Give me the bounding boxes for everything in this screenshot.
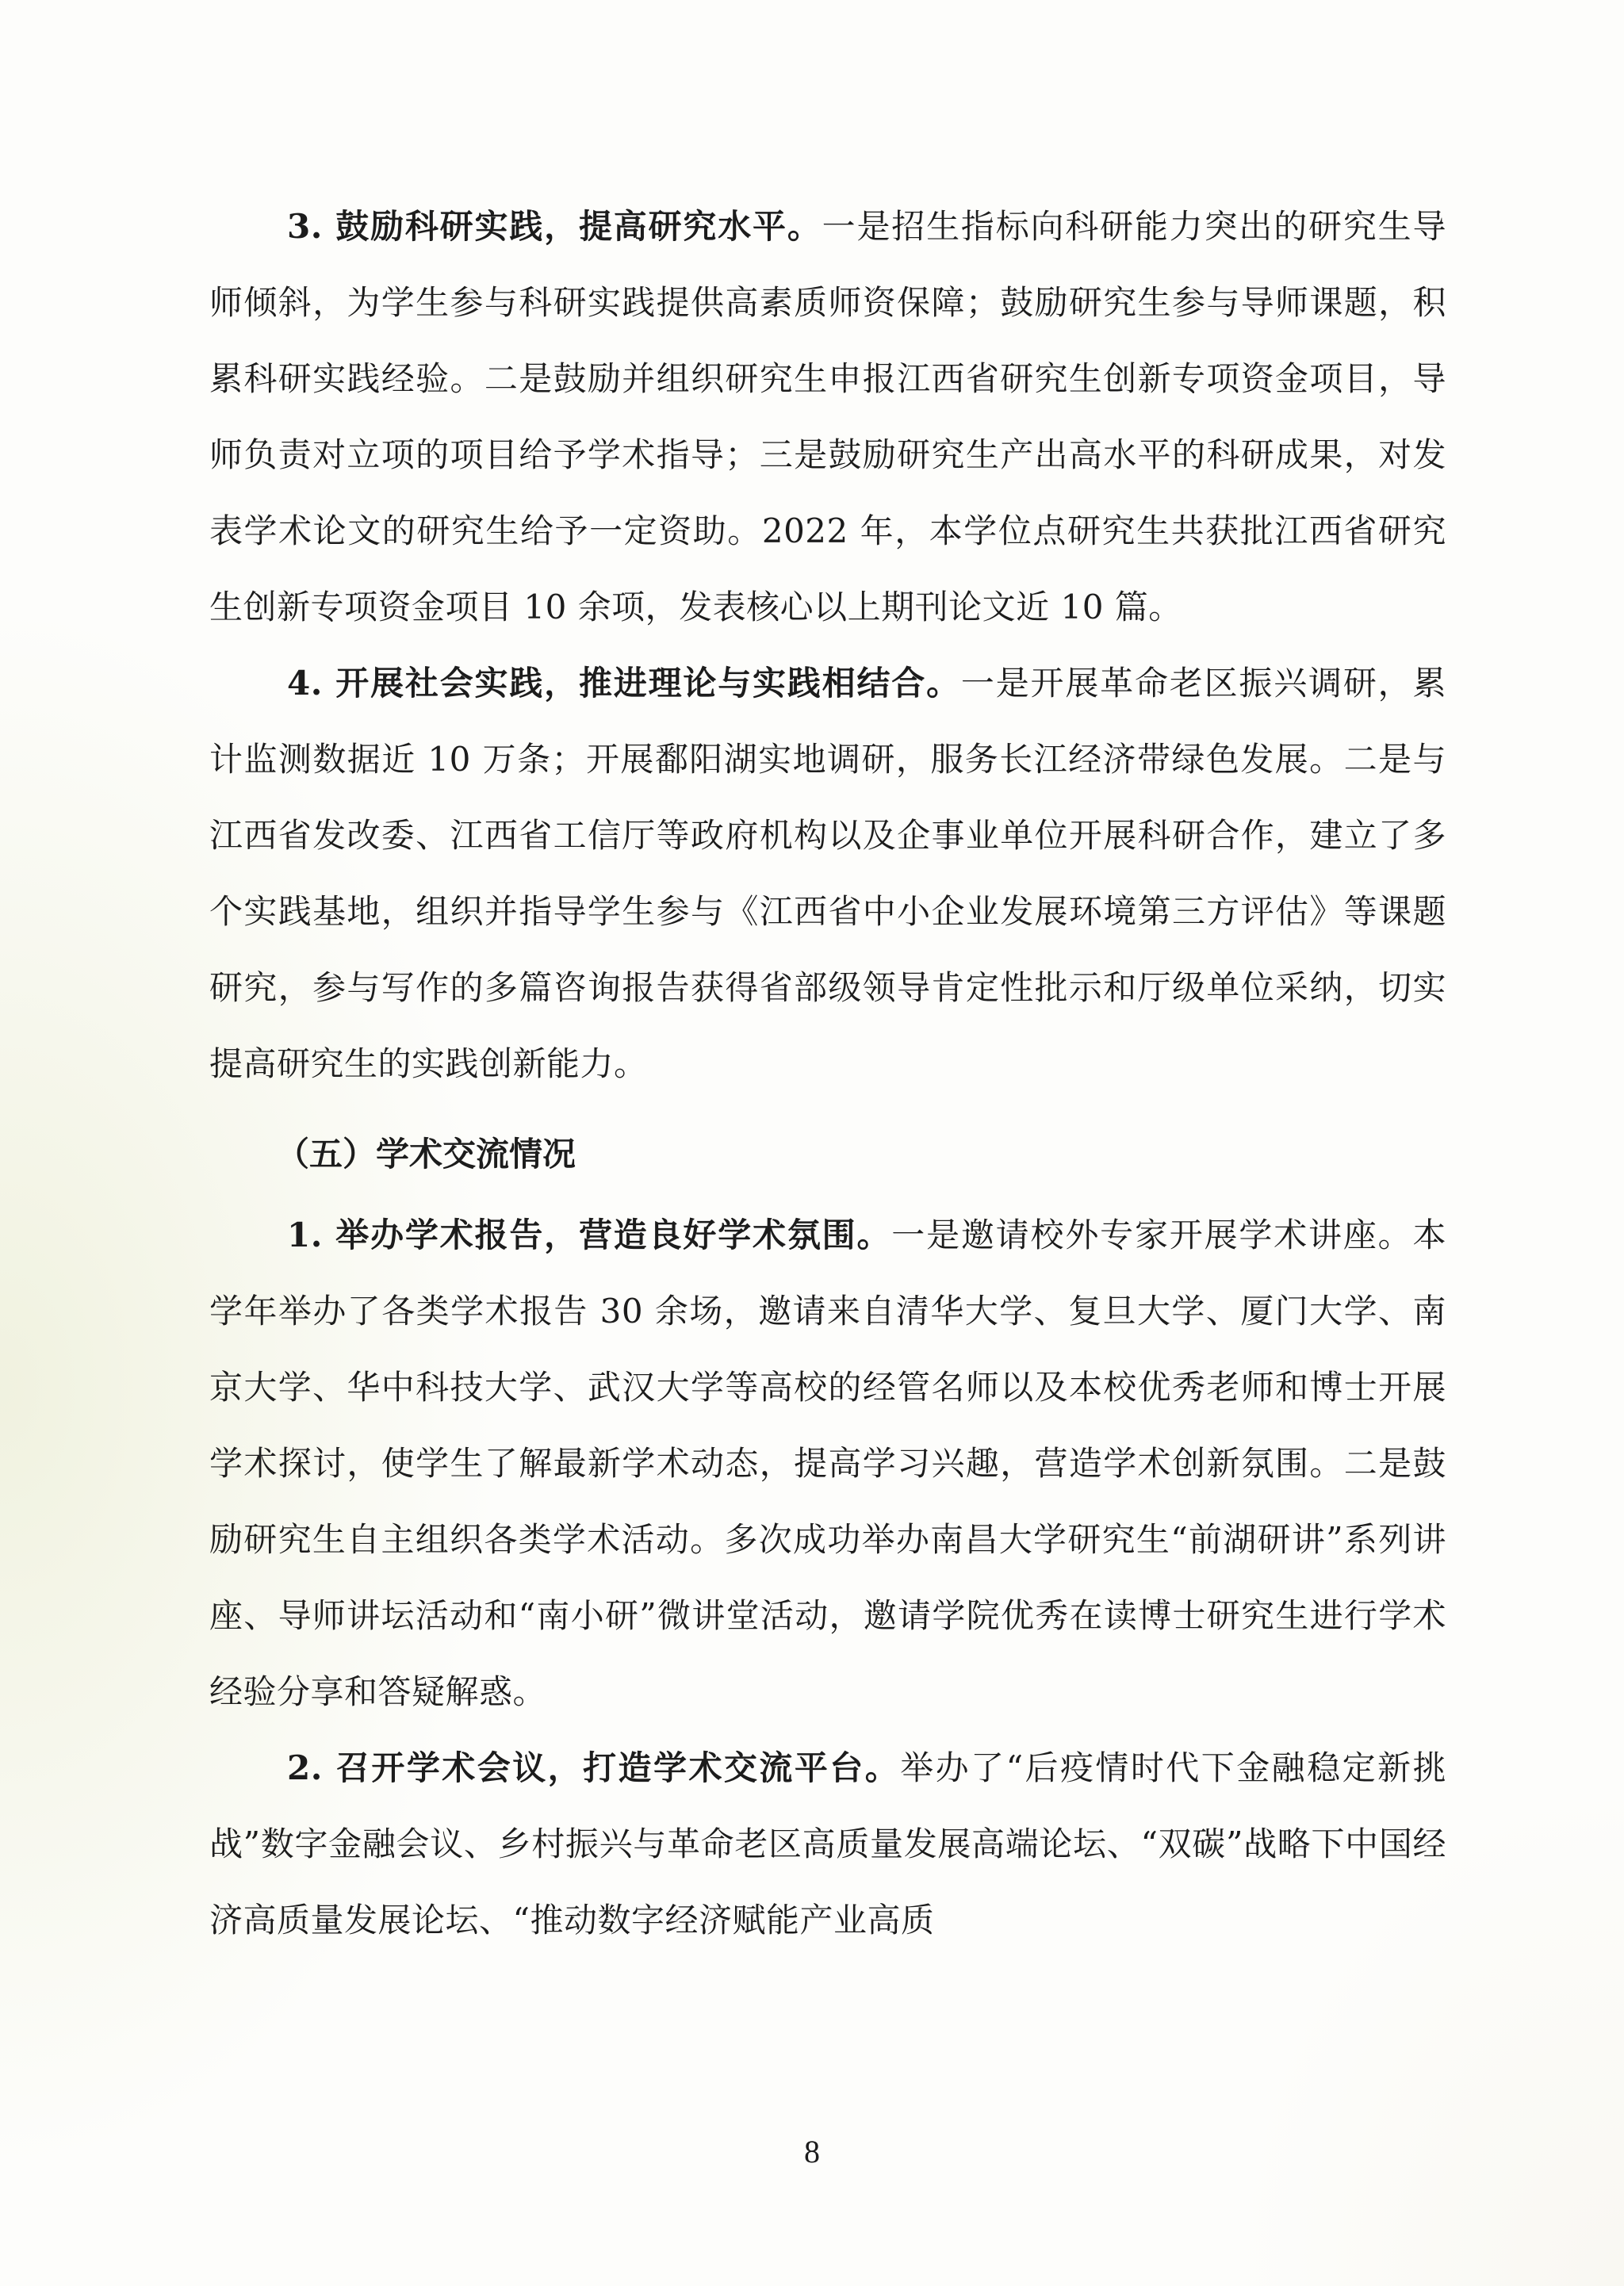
paragraph-research-practice (209, 189, 1446, 645)
paragraph-lead: 2. 召开学术会议，打造学术交流平台。 (287, 1748, 901, 1787)
paragraph-body: 一是开展革命老区振兴调研，累计监测数据近 10 万条；开展鄱阳湖实地调研，服务长江经济带绿色发展。二是与江西省发改委、江西省工信厅等政府机构以及企事业单位开展科研合作，建立了多个实践基地，组织并指导学生参与《江西省中小企业发展环境第三方评估》等课题研究，参与写作的多篇咨询报告获得省部级领导肯定性批示和厅级单位采纳，切实提高研究生的实践创新能力。 (209, 664, 1446, 1083)
paragraph-lead: 3. 鼓励科研实践，提高研究水平。 (287, 207, 822, 246)
paragraph-lead: 1. 举办学术报告，营造良好学术氛围。 (287, 1216, 892, 1254)
page-body (209, 189, 1446, 1959)
paragraph-academic-reports (209, 1197, 1446, 1730)
page-number: 8 (804, 2134, 820, 2169)
paragraph-academic-conferences (209, 1730, 1446, 1959)
paragraph-body: 一是招生指标向科研能力突出的研究生导师倾斜，为学生参与科研实践提供高素质师资保障；鼓励研究生参与导师课题，积累科研实践经验。二是鼓励并组织研究生申报江西省研究生创新专项资金项目，导师负责对立项的项目给予学术指导；三是鼓励研究生产出高水平的科研成果，对发表学术论文的研究生给予一定资助。2022 年，本学位点研究生共获批江西省研究生创新专项资金项目 10 余项，发表核心以上期刊论文近 10 篇。 (209, 207, 1446, 626)
paragraph-social-practice (209, 645, 1446, 1102)
paragraph-body: 一是邀请校外专家开展学术讲座。本学年举办了各类学术报告 30 余场，邀请来自清华大学、复旦大学、厦门大学、南京大学、华中科技大学、武汉大学等高校的经管名师以及本校优秀老师和博士开展学术探讨，使学生了解最新学术动态，提高学习兴趣，营造学术创新氛围。二是鼓励研究生自主组织各类学术活动。多次成功举办南昌大学研究生“前湖研讲”系列讲座、导师讲坛活动和“南小研”微讲堂活动，邀请学院优秀在读博士研究生进行学术经验分享和答疑解惑。 (209, 1216, 1446, 1711)
section-heading: （五）学术交流情况 (276, 1135, 576, 1174)
paragraph-lead: 4. 开展社会实践，推进理论与实践相结合。 (287, 664, 961, 703)
paragraph-body: 举办了“后疫情时代下金融稳定新挑战”数字金融会议、乡村振兴与革命老区高质量发展高端论坛、“双碳”战略下中国经济高质量发展论坛、“推动数字经济赋能产业高质 (209, 1748, 1446, 1939)
